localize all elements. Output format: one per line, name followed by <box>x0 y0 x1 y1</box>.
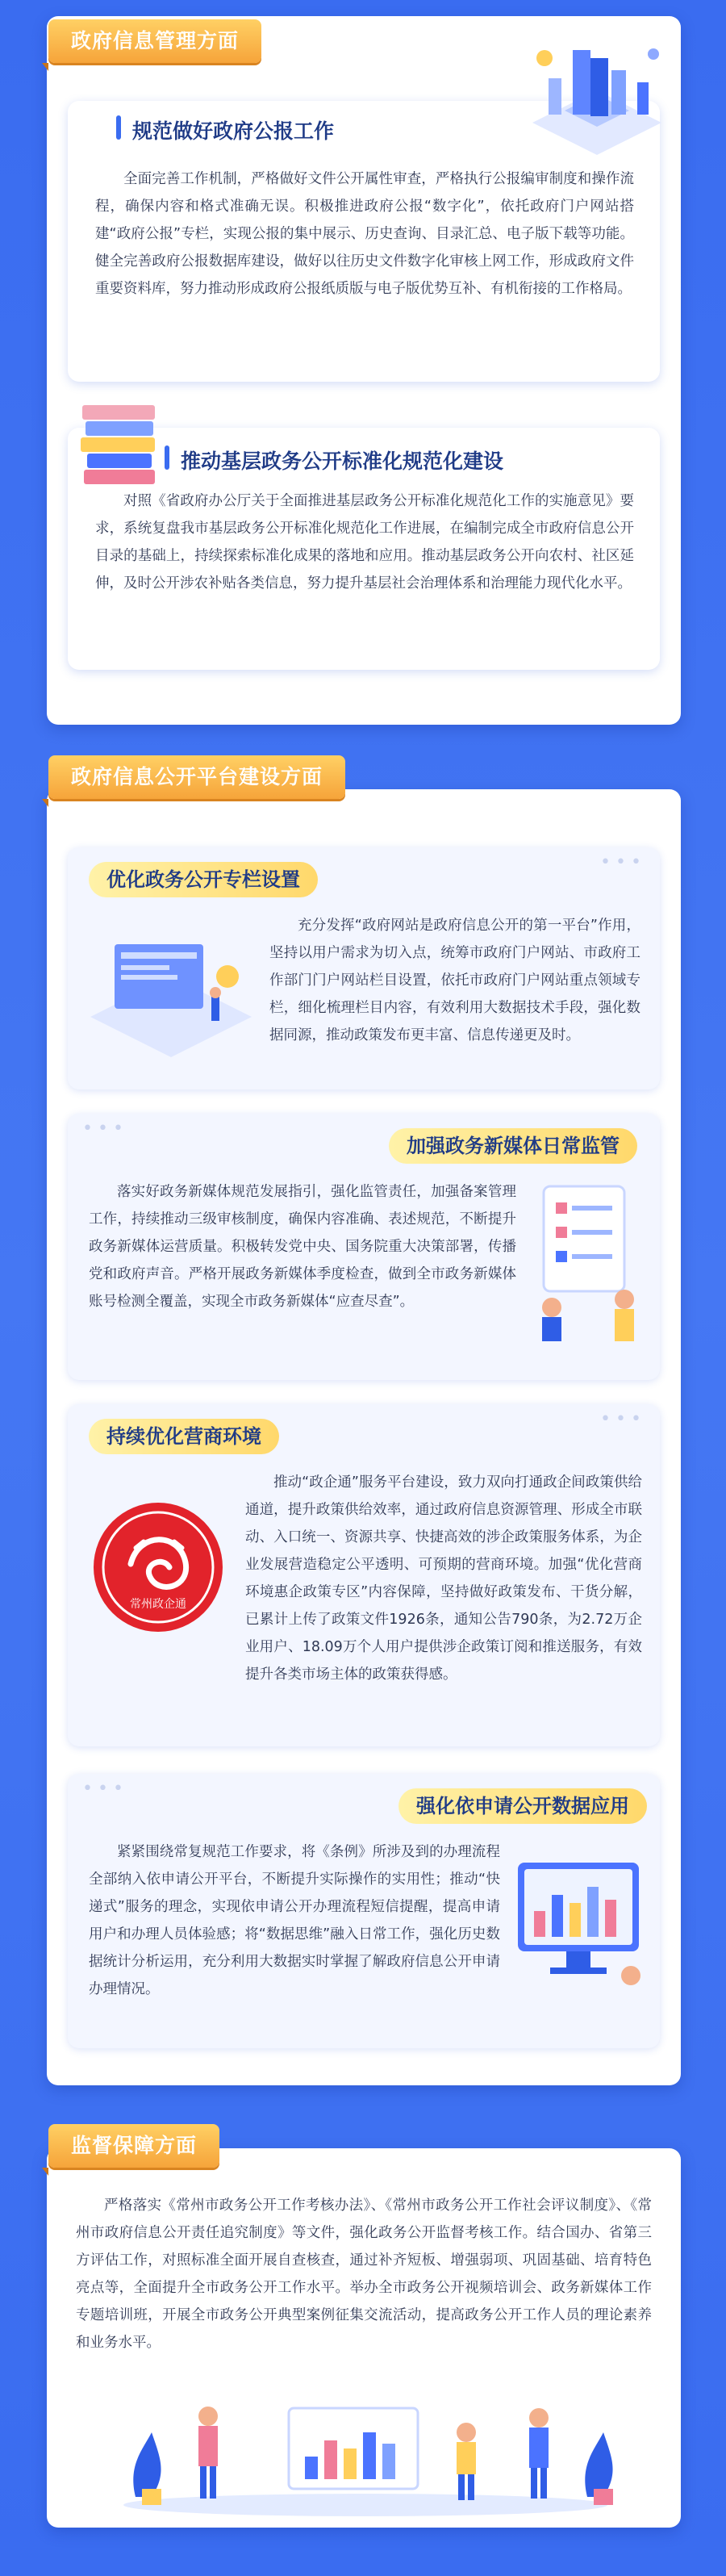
card-title: 加强政务新媒体日常监管 <box>389 1128 637 1164</box>
data-center-illustration <box>516 34 678 155</box>
section-tab: 政府信息管理方面 <box>48 19 261 63</box>
card-text: 紧紧围绕常复规范工作要求，将《条例》所涉及到的办理流程全部纳入依申请公开平台，不断提升实际操作的实用性；推动“快递式”服务的理念，实现依申请公开办理流程短信提醒，提高申请用户和办理人员体验感；将“数据思维”融入日常工作，强化历史数据统计分析运用，充分利用大数据实时掌握了解政府信息公开申请办理情况。 <box>89 1844 500 1997</box>
website-illustration <box>82 920 260 1065</box>
dots-decoration: ••• <box>82 1119 128 1139</box>
card-application-data <box>68 1774 660 2048</box>
card-title: 推动基层政务公开标准化规范化建设 <box>181 450 504 473</box>
title-bar <box>116 115 121 140</box>
section-tab: 监督保障方面 <box>48 2124 219 2168</box>
zhengqitong-logo <box>90 1499 226 1635</box>
dots-decoration: ••• <box>600 852 646 872</box>
svg-text:常州政企通: 常州政企通 <box>130 1598 186 1611</box>
card-new-media <box>68 1114 660 1380</box>
card-column-setting <box>68 847 660 1089</box>
section-panel-supervision <box>47 2148 681 2528</box>
card-text: 落实好政务新媒体规范发展指引，强化监管责任，加强备案管理工作，持续推动三级审核制度，确保内容准确、表述规范，不断提升政务新媒体运营质量。积极转发党中央、国务院重大决策部署，传播党和政府声音。严格开展政务新媒体季度检查，做到全市政务新媒体账号检测全覆盖，实现全市政务新媒体“应查尽查”。 <box>89 1184 516 1310</box>
section-panel-platform <box>47 789 681 2085</box>
title-bar <box>165 445 169 470</box>
supervision-text: 严格落实《常州市政务公开工作考核办法》、《常州市政务公开工作社会评议制度》、《常州市政府信息公开责任追究制度》等文件，强化政务公开监督考核工作。结合国办、省第三方评估工作，对照标准全面开展自查核查，通过补齐短板、增强弱项、巩固基础、培育特色亮点等，全面提升全市政务公开工作水平。举办全市政务公开视频培训会、政务新媒体工作专题培训班，开展全市政务公开典型案例征集交流活动，提高政务公开工作人员的理论素养和业务水平。 <box>76 2198 652 2351</box>
section-tab: 政府信息公开平台建设方面 <box>48 755 345 799</box>
card-business-environment <box>68 1404 660 1746</box>
card-text: 充分发挥“政府网站是政府信息公开的第一平台”作用，坚持以用户需求为切入点，统筹市政府门户网站、市政府工作部门门户网站栏目设置，依托市政府门户网站重点领域专栏，细化梳理栏目内容，有效利用大数据技术手段，强化数据同源，推动政策发布更丰富、信息传递更及时。 <box>269 918 640 1043</box>
team-illustration <box>103 2384 628 2521</box>
card-title: 规范做好政府公报工作 <box>132 119 335 143</box>
dots-decoration: ••• <box>600 1409 646 1429</box>
dots-decoration: ••• <box>82 1779 128 1799</box>
books-illustration <box>74 389 163 494</box>
card-title: 优化政务公开专栏设置 <box>89 862 318 897</box>
card-text: 对照《省政府办公厅关于全面推进基层政务公开标准化规范化工作的实施意见》要求，系统复盘我市基层政务公开标准化规范化工作进展，在编制完成全市政府信息公开目录的基础上，持续探索标准化成果的落地和应用。推动基层政务公开向农村、社区延伸，及时公开涉农补贴各类信息，努力提升基层社会治理体系和治理能力现代化水平。 <box>95 493 634 592</box>
checklist-illustration <box>519 1178 657 1348</box>
section-panel-info-management <box>47 16 681 725</box>
card-title: 强化依申请公开数据应用 <box>398 1788 647 1824</box>
card-text: 全面完善工作机制，严格做好文件公开属性审查，严格执行公报编审制度和操作流程，确保内容和格式准确无误。积极推进政府公报“数字化”，依托政府门户网站搭建“政府公报”专栏，实现公报的集中展示、历史查询、目录汇总、电子版下载等功能。健全完善政府公报数据库建设，做好以往历史文件数字化审核上网工作，形成政府文件重要资料库，努力推动形成政府公报纸质版与电子版优势互补、有机衔接的工作格局。 <box>95 171 634 297</box>
card-title: 持续优化营商环境 <box>89 1419 279 1454</box>
card-text: 推动“政企通”服务平台建设，致力双向打通政企间政策供给通道，提升政策供给效率，通过政府信息资源管理、形成全市联动、入口统一、资源共享、快捷高效的涉企政策服务体系，为企业发展营造稳定公平透明、可预期的营商环境。加强“优化营商环境惠企政策专区”内容保障，坚持做好政策发布、干货分解，已累计上传了政策文件1926条，通知公告790条，为2.72万企业用户、18.09万个人用户提供涉企政策订阅和推送服务，有效提升各类市场主体的政策获得感。 <box>245 1474 642 1683</box>
data-dashboard-illustration <box>510 1846 652 2000</box>
